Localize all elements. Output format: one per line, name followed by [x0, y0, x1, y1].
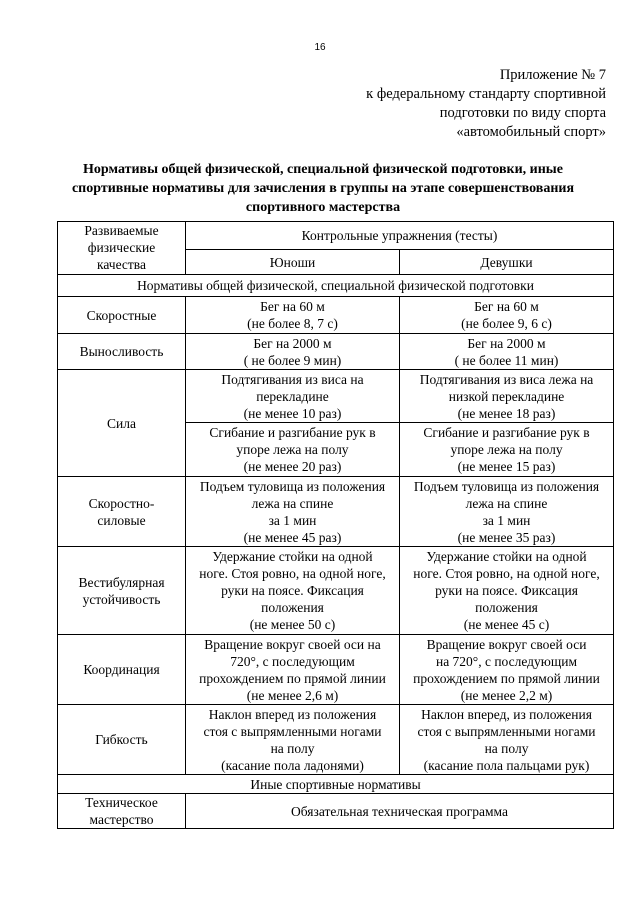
girls-norm-cell: Бег на 60 м (не более 9, 6 с) — [400, 297, 614, 334]
section-row — [58, 275, 614, 297]
section-general-special: Нормативы общей физической, специальной физической подготовки — [58, 275, 614, 297]
quality-cell: Техническое мастерство — [58, 794, 186, 829]
table-header-row — [58, 222, 614, 250]
quality-cell: Выносливость — [58, 334, 186, 370]
section-row — [58, 775, 614, 794]
appendix-line: Приложение № 7 — [499, 67, 606, 83]
appendix-line: к федеральному стандарту спортивной — [366, 86, 606, 102]
page-number: 16 — [314, 42, 326, 53]
header-developed-qualities: Развиваемые физические качества — [58, 222, 186, 275]
boys-norm-cell: Бег на 60 м (не более 8, 7 с) — [186, 297, 400, 334]
table-row — [58, 334, 614, 370]
boys-norm-cell: Подтягивания из виса на перекладине (не менее 10 раз) — [186, 370, 400, 423]
title-line: Нормативы общей физической, специальной физической подготовки, иные — [83, 162, 563, 177]
girls-norm-cell: Сгибание и разгибание рук в упоре лежа на полу (не менее 15 раз) — [400, 423, 614, 477]
quality-cell: Гибкость — [58, 705, 186, 775]
document-title — [40, 160, 606, 217]
title-line: спортивные нормативы для зачисления в группы на этапе совершенствования — [71, 181, 575, 196]
quality-cell: Скоростные — [58, 297, 186, 334]
boys-norm-cell: Вращение вокруг своей оси на 720°, с последующим прохождением по прямой линии (не менее 2,6 м) — [186, 635, 400, 705]
appendix-line: «автомобильный спорт» — [456, 124, 606, 140]
quality-cell: Координация — [58, 635, 186, 705]
boys-norm-cell: Удержание стойки на одной ноге. Стоя ровно, на одной ноге, руки на поясе. Фиксация положения (не менее 50 с) — [186, 547, 400, 635]
table-row — [58, 547, 614, 635]
girls-norm-cell: Подтягивания из виса лежа на низкой перекладине (не менее 18 раз) — [400, 370, 614, 423]
table-row — [58, 370, 614, 423]
header-boys: Юноши — [186, 250, 400, 275]
boys-norm-cell: Сгибание и разгибание рук в упоре лежа на полу (не менее 20 раз) — [186, 423, 400, 477]
technical-program-cell: Обязательная техническая программа — [186, 794, 614, 829]
girls-norm-cell: Наклон вперед, из положения стоя с выпрямленными ногами на полу (касание пола пальцами рук) — [400, 705, 614, 775]
norms-table — [57, 221, 614, 829]
quality-cell: Скоростно- силовые — [58, 477, 186, 547]
girls-norm-cell: Удержание стойки на одной ноге. Стоя ровно, на одной ноге, руки на поясе. Фиксация положения (не менее 45 с) — [400, 547, 614, 635]
girls-norm-cell: Бег на 2000 м ( не более 11 мин) — [400, 334, 614, 370]
table-row — [58, 477, 614, 547]
appendix-header — [366, 66, 606, 142]
title-line: спортивного мастерства — [245, 200, 401, 215]
boys-norm-cell: Наклон вперед из положения стоя с выпрямленными ногами на полу (касание пола ладонями) — [186, 705, 400, 775]
boys-norm-cell: Подъем туловища из положения лежа на спине за 1 мин (не менее 45 раз) — [186, 477, 400, 547]
appendix-line: подготовки по виду спорта — [439, 105, 606, 121]
quality-cell: Вестибулярная устойчивость — [58, 547, 186, 635]
table-row — [58, 705, 614, 775]
table-row — [58, 297, 614, 334]
table-row — [58, 794, 614, 829]
quality-cell: Сила — [58, 370, 186, 477]
section-other-norms: Иные спортивные нормативы — [58, 775, 614, 794]
header-girls: Девушки — [400, 250, 614, 275]
girls-norm-cell: Подъем туловища из положения лежа на спине за 1 мин (не менее 35 раз) — [400, 477, 614, 547]
boys-norm-cell: Бег на 2000 м ( не более 9 мин) — [186, 334, 400, 370]
girls-norm-cell: Вращение вокруг своей оси на 720°, с последующим прохождением по прямой линии (не менее 2,2 м) — [400, 635, 614, 705]
table-row — [58, 635, 614, 705]
header-control-tests: Контрольные упражнения (тесты) — [186, 222, 614, 250]
